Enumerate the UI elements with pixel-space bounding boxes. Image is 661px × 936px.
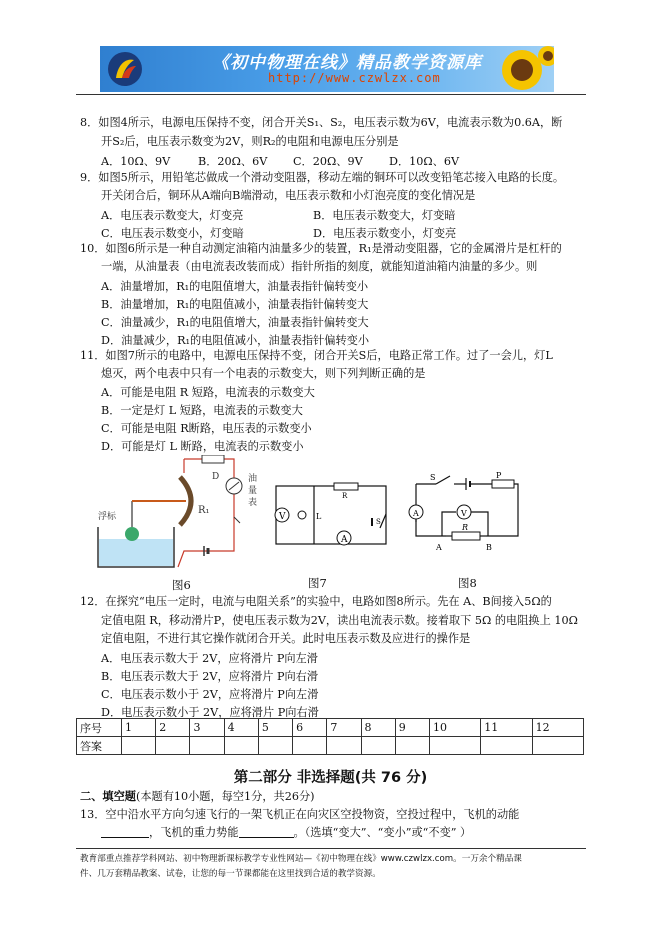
fig8-resistor-label: R <box>462 523 469 532</box>
answer-table-number: 7 <box>327 719 361 737</box>
q11-option-b: B．一定是灯 L 短路，电流表的示数变大 <box>101 404 303 417</box>
sunflower-image <box>464 46 554 92</box>
site-logo-icon <box>106 50 144 88</box>
q9-option-d: D．电压表示数变小，灯变亮 <box>313 227 457 240</box>
header-rule <box>76 94 586 95</box>
answer-cell[interactable] <box>258 737 292 755</box>
fig7-ammeter-label: A <box>341 535 348 545</box>
question-8-line2: 开S₂后，电压表示数变为2V，则R₂的电阻和电源电压分别是 <box>101 135 399 148</box>
answer-cell[interactable] <box>481 737 532 755</box>
footer-line-1: 教育部重点推荐学科网站、初中物理新课标教学专业性网站—《初中物理在线》www.czwlzx.com。一万余个精品课 <box>80 854 522 864</box>
question-11-line2: 熄灭，两个电表中只有一个电表的示数变大，则下列判断正确的是 <box>101 367 426 380</box>
fig8-point-b-label: B <box>486 543 492 552</box>
question-10-line2: 一端，从油量表（由电流表改装而成）指针所指的刻度，就能知道油箱内油量的多少。则 <box>101 260 538 273</box>
figure-6-caption: 图6 <box>172 578 191 592</box>
question-9-line2: 开关闭合后，铜环从A端向B端滑动，电压表示数和小灯泡亮度的变化情况是 <box>101 189 476 202</box>
q12-option-d: D．电压表示数小于 2V，应将滑片 P向右滑 <box>101 706 319 719</box>
question-13-line2 <box>101 824 471 843</box>
footer-line-2: 件、几万套精品教案、试卷，让您的每一节课都能在这里找到合适的教学资源。 <box>80 869 381 879</box>
fig7-resistor-label: R <box>342 492 348 500</box>
q9-option-c: C．电压表示数变小，灯变暗 <box>101 227 244 240</box>
answer-cell[interactable] <box>156 737 190 755</box>
section-2-title: 第二部分 非选择题(共 76 分) <box>233 770 428 786</box>
q12-option-a: A．电压表示数大于 2V，应将滑片 P向左滑 <box>101 652 318 665</box>
answer-table-number: 4 <box>224 719 258 737</box>
q10-option-c: C．油量减少，R₁的电阻值增大，油量表指针偏转变大 <box>101 316 369 329</box>
q8-option-c: C．20Ω、9V <box>293 155 363 168</box>
figure-7-circuit <box>272 482 392 552</box>
q10-option-b: B．油量增加，R₁的电阻值减小，油量表指针偏转变大 <box>101 298 369 311</box>
q9-option-b: B．电压表示数变大，灯变暗 <box>313 209 456 222</box>
answer-table-number: 9 <box>395 719 429 737</box>
answer-table-number: 12 <box>532 719 583 737</box>
question-8-line1: 8．如图4所示，电源电压保持不变，闭合开关S₁、S₂，电压表示数为6V，电流表示数为0.6A，断 <box>80 116 563 129</box>
q11-option-a: A．可能是电阻 R 短路，电流表的示数变大 <box>101 386 315 399</box>
q12-option-b: B．电压表示数大于 2V，应将滑片 P向右滑 <box>101 670 319 683</box>
figure-6-oil-gauge <box>94 455 274 575</box>
fig7-switch-label: S <box>376 518 381 526</box>
answer-cell[interactable] <box>224 737 258 755</box>
fig7-lamp-label: L <box>316 512 322 521</box>
q11-option-c: C．可能是电阻 R断路，电压表的示数变小 <box>101 422 312 435</box>
answer-table-number: 11 <box>481 719 532 737</box>
q13-text-mid: ，飞机的重力势能 <box>149 826 239 839</box>
figure-8-circuit <box>406 470 522 554</box>
answer-cell[interactable] <box>327 737 361 755</box>
fig8-point-a-label: A <box>436 543 442 552</box>
answer-cell[interactable] <box>190 737 224 755</box>
fig6-meter-label-2: 量 <box>248 486 258 496</box>
q13-text-tail: 。（选填“变大”、“变小”或“不变” ） <box>293 826 472 839</box>
q10-option-d: D．油量减少，R₁的电阻值减小，油量表指针偏转变小 <box>101 334 370 347</box>
answer-cell[interactable] <box>293 737 327 755</box>
answer-table-number: 10 <box>429 719 480 737</box>
answer-table-number: 5 <box>258 719 292 737</box>
fill-in-heading <box>80 788 315 807</box>
fill-in-desc: (本题有10小题，每空1分，共26分) <box>135 790 315 803</box>
q13-blank-1[interactable] <box>101 825 149 838</box>
answer-table-number: 2 <box>156 719 190 737</box>
question-12-line1: 12．在探究“电压一定时，电流与电阻关系”的实验中，电路如图8所示。先在 A、B间接入5Ω的 <box>80 595 552 608</box>
answer-table-number: 1 <box>122 719 156 737</box>
answer-table-number: 6 <box>293 719 327 737</box>
answer-table-number: 3 <box>190 719 224 737</box>
banner-url[interactable]: http://www.czwlzx.com <box>268 71 441 85</box>
question-9-line1: 9．如图5所示，用铅笔芯做成一个滑动变阻器，移动左端的铜环可以改变铅笔芯接入电路的长度。 <box>80 171 565 184</box>
answer-cell[interactable] <box>361 737 395 755</box>
q11-option-d: D．可能是灯 L 断路，电流表的示数变小 <box>101 440 304 453</box>
fig8-slider-label: P <box>496 471 502 480</box>
question-11-line1: 11．如图7所示的电路中，电源电压保持不变，闭合开关S后，电路正常工作。过了一会儿，灯L <box>80 349 553 362</box>
q8-option-a: A．10Ω、9V <box>101 155 171 168</box>
fig8-ammeter-label: A <box>413 509 419 518</box>
answer-table <box>76 718 584 755</box>
answer-cell[interactable] <box>429 737 480 755</box>
answer-cell[interactable] <box>532 737 583 755</box>
q10-option-a: A．油量增加，R₁的电阻值增大，油量表指针偏转变小 <box>101 280 369 293</box>
figure-7-caption: 图7 <box>308 576 327 590</box>
q9-option-a: A．电压表示数变大，灯变亮 <box>101 209 244 222</box>
fig6-r1-label: R₁ <box>198 505 210 516</box>
answer-cell[interactable] <box>122 737 156 755</box>
fill-in-title: 二、填空题 <box>80 790 136 803</box>
fig6-meter-label-3: 表 <box>248 498 258 508</box>
q8-option-d: D．10Ω、6V <box>389 155 460 168</box>
fig6-meter-label-1: 油 <box>248 474 258 484</box>
footer-rule <box>76 848 586 849</box>
answer-table-header-label: 序号 <box>77 719 122 737</box>
q12-option-c: C．电压表示数小于 2V，应将滑片 P向左滑 <box>101 688 319 701</box>
answer-table-number: 8 <box>361 719 395 737</box>
q13-blank-2[interactable] <box>239 825 294 838</box>
figure-8-caption: 图8 <box>458 576 477 590</box>
fig7-voltmeter-label: V <box>279 512 286 522</box>
fig8-voltmeter-label: V <box>461 509 467 518</box>
page-footer <box>80 852 600 882</box>
question-12-line3: 定值电阻，不进行其它操作就闭合开关。此时电压表示数及应进行的操作是 <box>101 632 471 645</box>
fig6-float-label: 浮标 <box>98 512 117 522</box>
fig8-switch-label: S <box>430 473 436 482</box>
banner-title: 《初中物理在线》精品教学资源库 <box>212 53 482 73</box>
answer-table-header-row <box>77 719 584 737</box>
question-10-line1: 10．如图6所示是一种自动测定油箱内油量多少的装置，R₁是滑动变阻器，它的金属滑片是杠杆的 <box>80 242 562 255</box>
header-banner <box>100 46 554 92</box>
answer-table-answer-label: 答案 <box>77 737 122 755</box>
fig6-d-label: D <box>212 472 220 482</box>
answer-table-answer-row <box>77 737 584 755</box>
answer-cell[interactable] <box>395 737 429 755</box>
question-13-line1: 13．空中沿水平方向匀速飞行的一架飞机正在向灾区空投物资，空投过程中，飞机的动能 <box>80 808 520 821</box>
q8-option-b: B．20Ω、6V <box>198 155 268 168</box>
question-12-line2: 定值电阻 R，移动滑片P，使电压表示数为2V，读出电流表示数。接着取下 5Ω 的电阻换上 10Ω <box>101 614 578 627</box>
